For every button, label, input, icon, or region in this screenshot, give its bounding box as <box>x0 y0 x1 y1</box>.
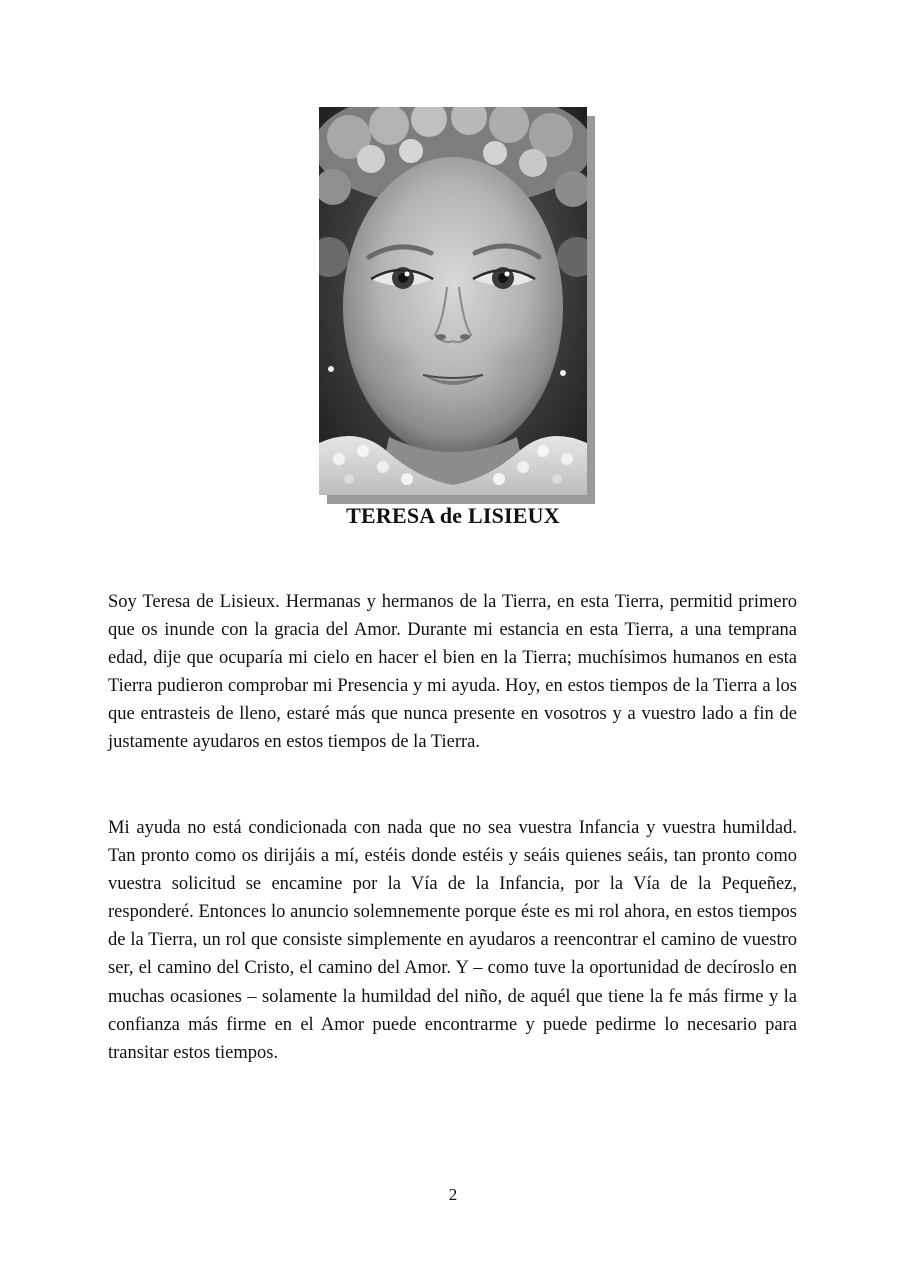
page-title: TERESA de LISIEUX <box>346 503 560 528</box>
paragraph-text: Mi ayuda no está condicionada con nada que no sea vuestra Infancia y vuestra humildad. Tan pronto como os dirijáis a mí, estéis donde estéis y seáis quienes seáis, tan pronto como vuestra solicitud se encamine por la Vía de la Infancia, por la Vía de la Pequeñez, responderé. Entonces lo anuncio solemnemente porque éste es mi rol ahora, en estos tiempos de la Tierra, un rol que consiste simplemente en ayudaros a reencontrar el camino de vuestro ser, el camino del Cristo, el camino del Amor. Y – como tuve la oportunidad de decíroslo en muchas ocasiones – solamente la humildad del niño, de aquél que tiene la fe más firme y la confianza más firme en el Amor puede encontrarme y puede pedirme lo necesario para transitar estos tiempos. <box>108 818 797 1063</box>
left-earring <box>328 366 334 372</box>
right-earring <box>560 370 566 376</box>
portrait-photo <box>319 107 587 495</box>
body-paragraph-2 <box>108 814 797 1067</box>
body-paragraph-1 <box>108 588 797 757</box>
page-number: 2 <box>448 1185 458 1204</box>
paragraph-text: Soy Teresa de Lisieux. Hermanas y hermanos de la Tierra, en esta Tierra, permitid primero que os inunde con la gracia del Amor. Durante mi estancia en esta Tierra, a una temprana edad, dije que ocuparía mi cielo en hacer el bien en la Tierra; muchísimos humanos en esta Tierra pudieron comprobar mi Presencia y mi ayuda. Hoy, en estos tiempos de la Tierra a los que entrasteis de lleno, estaré más que nunca presente en vosotros y a vuestro lado a fin de justamente ayudaros en estos tiempos de la Tierra. <box>108 592 797 753</box>
face <box>343 157 563 457</box>
portrait-image <box>319 107 587 495</box>
